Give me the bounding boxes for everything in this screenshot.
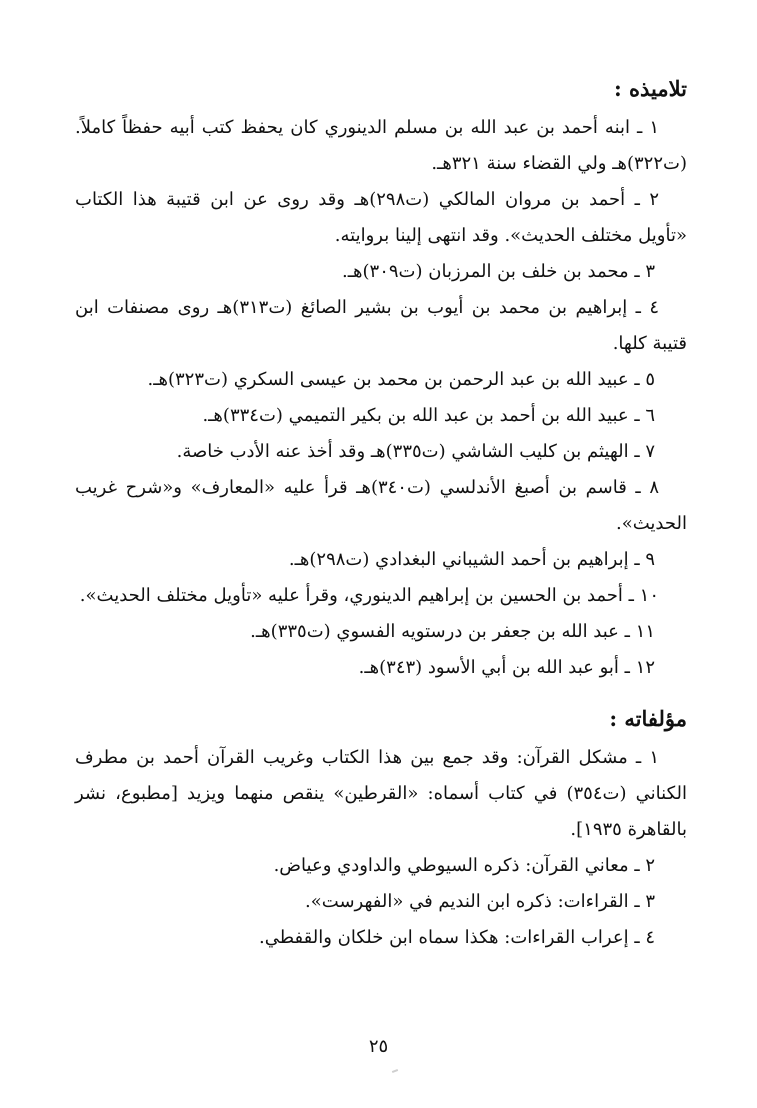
student-item-8: ٨ ـ قاسم بن أصبغ الأندلسي (ت٣٤٠)هـ قرأ عليه «المعارف» و«شرح غريب الحديث». — [75, 477, 687, 534]
student-item-6: ٦ ـ عبيد الله بن أحمد بن عبد الله بن بكير التميمي (ت٣٣٤)هـ. — [202, 405, 655, 426]
student-item-1: ١ ـ ابنه أحمد بن عبد الله بن مسلم الدينوري كان يحفظ كتب أبيه حفظاً كاملاً. (ت٣٢٢)هـ ولي القضاء سنة ٣٢١هـ. — [75, 117, 687, 174]
student-item-4: ٤ ـ إبراهيم بن محمد بن أيوب بن بشير الصائغ (ت٣١٣)هـ روى مصنفات ابن قتيبة كلها. — [75, 297, 687, 354]
student-item-5: ٥ ـ عبيد الله بن عبد الرحمن بن محمد بن عيسى السكري (ت٣٢٣)هـ. — [147, 369, 655, 390]
student-item-9: ٩ ـ إبراهيم بن أحمد الشيباني البغدادي (ت٢٩٨)هـ. — [288, 549, 655, 570]
page-body — [75, 70, 687, 956]
students-heading: تلاميذه : — [613, 76, 687, 101]
student-item-2: ٢ ـ أحمد بن مروان المالكي (ت٢٩٨)هـ وقد روى عن ابن قتيبة هذا الكتاب «تأويل مختلف الحديث». وقد انتهى إلينا بروايته. — [75, 189, 687, 246]
student-item-10: ١٠ ـ أحمد بن الحسين بن إبراهيم الدينوري، وقرأ عليه «تأويل مختلف الحديث». — [79, 585, 659, 606]
student-item-12: ١٢ ـ أبو عبد الله بن أبي الأسود (٣٤٣)هـ. — [358, 657, 655, 678]
page-number: ٢٥ — [368, 1036, 389, 1057]
work-item-4: ٤ ـ إعراب القراءات: هكذا سماه ابن خلكان والقفطي. — [259, 927, 655, 948]
work-item-3: ٣ ـ القراءات: ذكره ابن النديم في «الفهرست». — [305, 891, 655, 912]
work-item-1: ١ ـ مشكل القرآن: وقد جمع بين هذا الكتاب وغريب القرآن أحمد بن مطرف الكناني (ت٣٥٤) في كتاب أسماه: «القرطين» ينقص منهما ويزيد [مطبوع، نشر بالقاهرة ١٩٣٥]. — [75, 747, 687, 840]
work-item-2: ٢ ـ معاني القرآن: ذكره السيوطي والداودي وعياض. — [273, 855, 655, 876]
works-heading: مؤلفاته : — [609, 706, 687, 731]
student-item-3: ٣ ـ محمد بن خلف بن المرزبان (ت٣٠٩)هـ. — [342, 261, 655, 282]
student-item-7: ٧ ـ الهيثم بن كليب الشاشي (ت٣٣٥)هـ وقد أخذ عنه الأدب خاصة. — [176, 441, 655, 462]
scan-speck — [392, 1069, 398, 1073]
student-item-11: ١١ ـ عبد الله بن جعفر بن درستويه الفسوي (ت٣٣٥)هـ. — [250, 621, 655, 642]
